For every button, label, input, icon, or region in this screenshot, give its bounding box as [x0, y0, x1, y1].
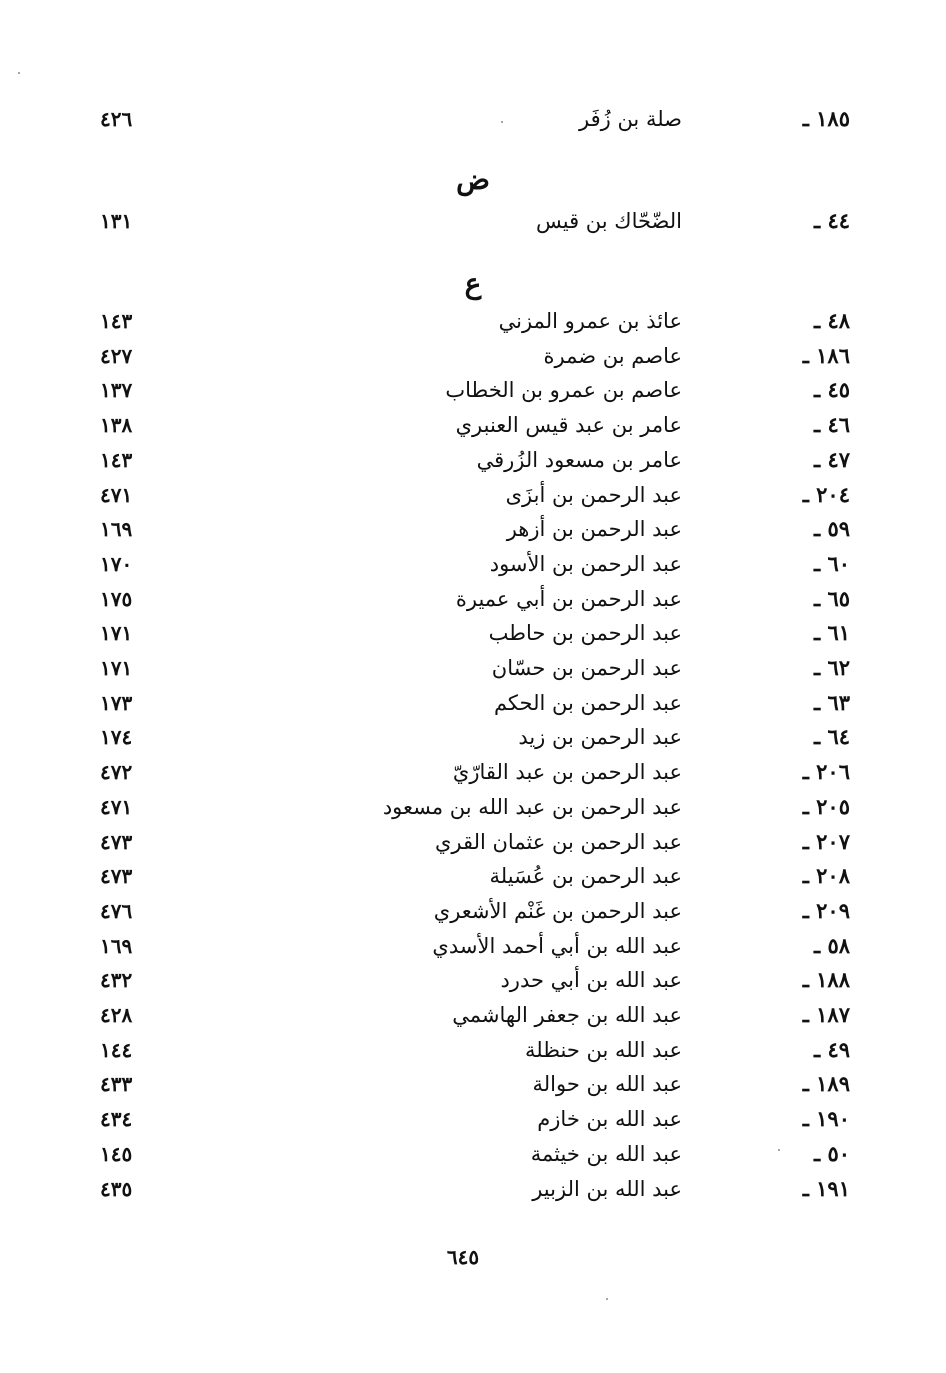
index-entry	[0, 755, 946, 789]
entry-page-reference: ٤٧١	[100, 794, 133, 819]
entry-number: ٦٥ ـ	[813, 585, 850, 611]
entry-number: ٢٠٦ ـ	[802, 759, 850, 785]
entry-page-reference: ١٤٤	[100, 1037, 133, 1062]
entry-name: عبد الله بن حنظلة	[525, 1037, 682, 1062]
entry-name: عائذ بن عمرو المزني	[498, 309, 682, 333]
entry-number: ٦١ ـ	[813, 620, 850, 646]
index-entry	[0, 1067, 946, 1101]
entry-name: عاصم بن عمرو بن الخطاب	[445, 378, 682, 403]
entry-name: عامر بن عبد قيس العنبري	[455, 413, 682, 438]
entry-name: عبد الرحمن بن أزهر	[506, 517, 682, 542]
entry-number: ٢٠٩ ـ	[802, 897, 850, 923]
page-number: ٦٤٥	[446, 1245, 480, 1269]
entry-name: عبد الرحمن بن زيد	[518, 725, 682, 750]
index-entry	[0, 204, 946, 238]
entry-page-reference: ١٦٩	[100, 517, 133, 542]
entry-number: ٦٢ ـ	[813, 655, 850, 680]
index-entry	[0, 998, 946, 1032]
entry-number: ٥٨ ـ	[813, 932, 850, 958]
entry-number: ٥٠ ـ	[813, 1140, 850, 1166]
scan-speck	[18, 72, 20, 74]
index-entry	[0, 102, 946, 136]
entry-name: الضّحّاك بن قيس	[535, 209, 682, 233]
entry-page-reference: ٤٣٣	[100, 1072, 133, 1097]
entry-name: عبد الرحمن بن الأسود	[489, 551, 682, 576]
entry-page-reference: ١٧١	[100, 621, 133, 646]
index-entry	[0, 512, 946, 546]
index-entry	[0, 339, 946, 373]
entry-name: صلة بن زُفَر	[579, 107, 682, 131]
entry-name: عبد الله بن جعفر الهاشمي	[452, 1003, 682, 1027]
section-letter-heading: ع	[464, 267, 482, 300]
entry-name: عبد الله بن أبي أحمد الأسدي	[432, 933, 682, 958]
index-entry	[0, 790, 946, 824]
entry-name: عبد الله بن الزبير	[532, 1176, 682, 1201]
entry-page-reference: ٤٢٦	[100, 107, 133, 131]
entry-page-reference: ١٣٧	[100, 378, 133, 403]
entry-number: ٤٧ ـ	[813, 446, 850, 472]
index-entry	[0, 443, 946, 477]
entry-page-reference: ٤٣٤	[100, 1107, 133, 1132]
entry-page-reference: ١٧٥	[100, 586, 133, 611]
index-entry	[0, 547, 946, 581]
entry-page-reference: ٤٧١	[100, 482, 133, 507]
entry-page-reference: ١٧٣	[100, 690, 133, 715]
entry-name: عاصم بن ضمرة	[543, 343, 682, 368]
index-entry	[0, 373, 946, 407]
entry-number: ٢٠٧ ـ	[802, 828, 850, 854]
entry-page-reference: ٤٧٢	[100, 760, 133, 785]
entry-name: عبد الرحمن بن حاطب	[488, 621, 682, 646]
index-entry	[0, 825, 946, 859]
entry-name: عامر بن مسعود الزُرقي	[476, 447, 682, 472]
entry-name: عبد الله بن حوالة	[532, 1072, 682, 1097]
index-entry	[0, 651, 946, 685]
entry-number: ١٨٧ ـ	[802, 1002, 850, 1027]
scan-speck	[606, 1298, 608, 1300]
entry-page-reference: ٤٢٧	[100, 343, 133, 368]
entry-page-reference: ٤٢٨	[100, 1003, 133, 1027]
entry-name: عبد الرحمن بن غَنْم الأشعري	[433, 898, 682, 923]
entry-number: ١٨٦ ـ	[802, 342, 850, 368]
entry-number: ١٨٥ ـ	[802, 106, 850, 131]
index-entry	[0, 686, 946, 720]
entry-number: ٤٥ ـ	[813, 377, 850, 403]
entry-number: ١٩١ ـ	[802, 1175, 850, 1201]
entry-page-reference: ١٧٤	[100, 725, 133, 750]
section-letter-heading: ض	[456, 163, 490, 196]
entry-name: عبد الله بن خازم	[537, 1107, 682, 1132]
entry-name: عبد الله بن أبي حدرد	[500, 968, 682, 993]
entry-name: عبد الرحمن بن عبد الله بن مسعود	[382, 794, 682, 819]
entry-page-reference: ١٧١	[100, 656, 133, 680]
index-entry	[0, 894, 946, 928]
entry-number: ١٩٠ ـ	[802, 1106, 850, 1132]
index-entry	[0, 582, 946, 616]
entry-number: ٦٤ ـ	[813, 724, 850, 750]
entry-page-reference: ١٤٣	[100, 309, 133, 333]
index-entry	[0, 1102, 946, 1136]
entry-page-reference: ٤٧٣	[100, 864, 133, 889]
entry-page-reference: ٤٧٣	[100, 829, 133, 854]
entry-number: ٤٤ ـ	[813, 208, 850, 233]
entry-name: عبد الرحمن بن أبي عميرة	[455, 586, 682, 611]
index-entry	[0, 1137, 946, 1171]
entry-number: ٢٠٥ ـ	[802, 793, 850, 819]
entry-number: ٦٠ ـ	[813, 550, 850, 576]
entry-name: عبد الرحمن بن أبزَى	[505, 482, 682, 507]
entry-page-reference: ١٧٠	[100, 551, 133, 576]
entry-number: ٢٠٤ ـ	[802, 481, 850, 507]
entry-page-reference: ١٦٩	[100, 933, 133, 958]
entry-number: ١٨٨ ـ	[802, 967, 850, 993]
index-entry	[0, 616, 946, 650]
index-entry	[0, 1172, 946, 1206]
entry-page-reference: ١٣٨	[100, 413, 133, 438]
scan-speck	[778, 1149, 780, 1151]
entry-name: عبد الرحمن بن حسّان	[491, 656, 682, 680]
entry-page-reference: ٤٧٦	[100, 898, 133, 923]
entry-number: ١٨٩ ـ	[802, 1071, 850, 1097]
entry-name: عبد الرحمن بن عُسَيلة	[489, 864, 682, 889]
entry-page-reference: ٤٣٢	[100, 968, 133, 993]
entry-page-reference: ١٤٣	[100, 447, 133, 472]
index-entry	[0, 478, 946, 512]
entry-name: عبد الله بن خيثمة	[530, 1141, 682, 1166]
entry-name: عبد الرحمن بن عثمان القري	[434, 829, 682, 854]
entry-number: ٤٨ ـ	[813, 308, 850, 333]
index-entry	[0, 859, 946, 893]
entry-page-reference: ٤٣٥	[100, 1176, 133, 1201]
index-entry	[0, 304, 946, 338]
entry-number: ٤٦ ـ	[813, 412, 850, 438]
index-entry	[0, 963, 946, 997]
entry-number: ٥٩ ـ	[813, 516, 850, 542]
entry-page-reference: ١٤٥	[100, 1141, 133, 1166]
index-entry	[0, 720, 946, 754]
scan-speck	[501, 121, 503, 123]
entry-name: عبد الرحمن بن الحكم	[493, 690, 682, 715]
index-entry	[0, 929, 946, 963]
index-entry	[0, 408, 946, 442]
index-entry	[0, 1033, 946, 1067]
entry-name: عبد الرحمن بن عبد القارّيّ	[452, 760, 682, 785]
entry-page-reference: ١٣١	[100, 209, 133, 233]
entry-number: ٤٩ ـ	[813, 1036, 850, 1062]
entry-number: ٦٣ ـ	[813, 689, 850, 715]
entry-number: ٢٠٨ ـ	[802, 863, 850, 889]
